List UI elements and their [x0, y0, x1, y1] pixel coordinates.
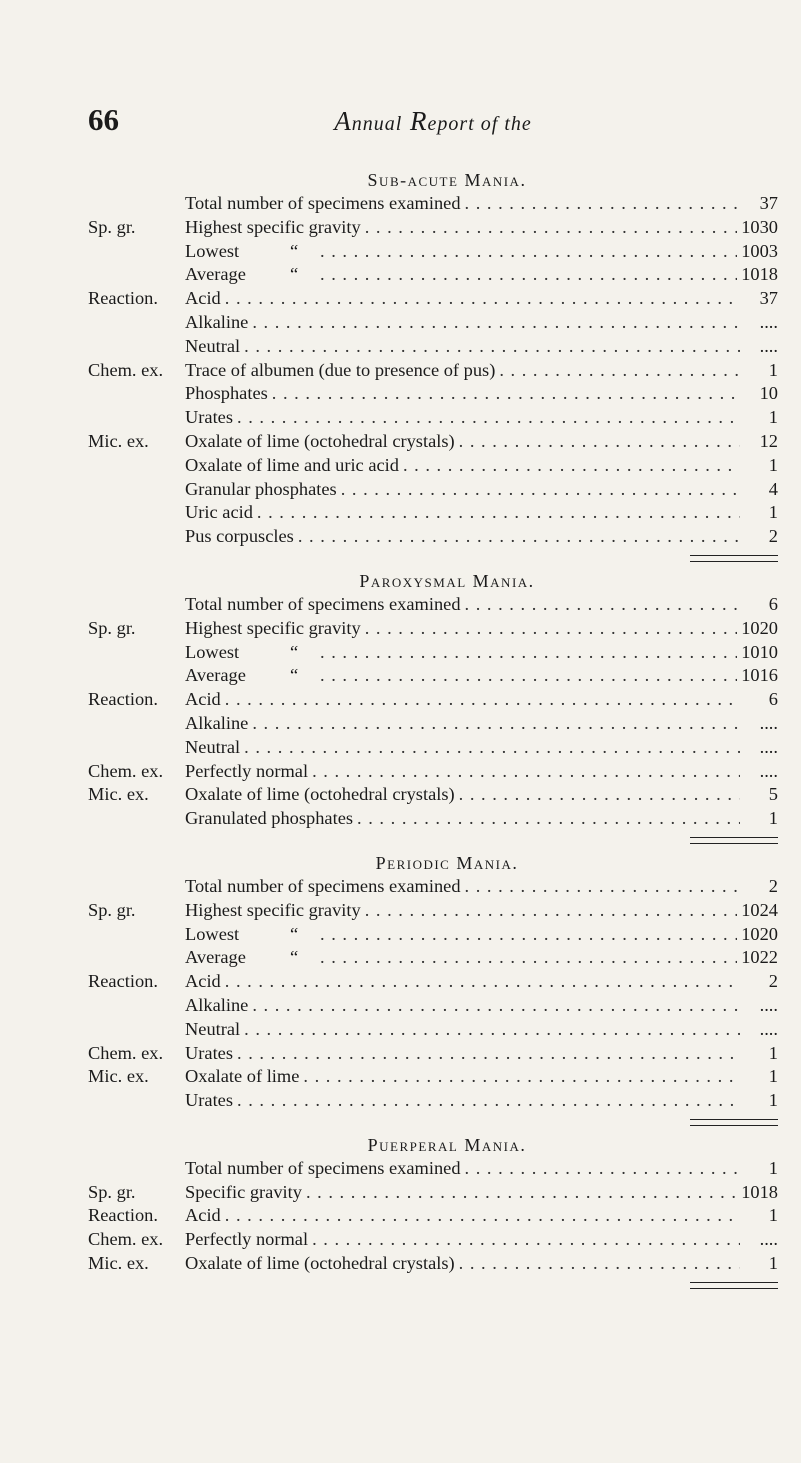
row-label: Oxalate of lime (octohedral crystals)	[185, 784, 455, 805]
leader-dots	[365, 617, 738, 641]
table-row	[88, 1089, 778, 1113]
table-row	[88, 641, 778, 665]
row-category: Mic. ex.	[88, 1066, 149, 1087]
row-value: 1	[768, 407, 778, 428]
row-category: Chem. ex.	[88, 1042, 164, 1063]
row-value: 1	[768, 1090, 778, 1111]
row-category: Sp. gr.	[88, 617, 136, 638]
leader-dots	[320, 664, 737, 688]
row-value: 12	[759, 430, 778, 451]
table-row	[88, 994, 778, 1018]
row-label: Pus corpuscles	[185, 526, 294, 547]
page-number: 66	[88, 102, 119, 137]
row-value: 1	[768, 1253, 778, 1274]
row-value: ....	[759, 760, 778, 781]
table-row	[88, 478, 778, 502]
leader-dots	[312, 1228, 740, 1252]
table-row	[88, 430, 778, 454]
row-label: Granulated phosphates	[185, 808, 354, 829]
leader-dots	[365, 216, 738, 240]
row-label-text: Lowest	[185, 240, 240, 261]
leader-dots	[225, 1204, 740, 1228]
row-label: Granular phosphates	[185, 478, 337, 499]
row-category: Mic. ex.	[88, 784, 149, 805]
row-label: Perfectly normal	[185, 1229, 309, 1250]
leader-dots	[499, 359, 740, 383]
row-label-text: Average	[185, 947, 246, 968]
row-label: Trace of albumen (due to presence of pus)	[185, 359, 496, 380]
table-row	[88, 1042, 778, 1066]
row-value: 1	[768, 1042, 778, 1063]
leader-dots	[365, 899, 738, 923]
row-category: Reaction.	[88, 971, 158, 992]
table-row	[88, 664, 778, 688]
leader-dots	[257, 501, 740, 525]
leader-dots	[459, 783, 740, 807]
row-value: 1020	[741, 617, 778, 638]
table-row	[88, 454, 778, 478]
table-row	[88, 1204, 778, 1228]
row-value: 2	[768, 875, 778, 896]
row-label: Urates	[185, 1090, 233, 1111]
leader-dots	[341, 478, 740, 502]
row-category: Reaction.	[88, 689, 158, 710]
row-label: Oxalate of lime	[185, 1066, 300, 1087]
row-label: Total number of specimens examined	[185, 193, 461, 213]
ditto-mark: “	[290, 240, 299, 261]
leader-dots	[303, 1065, 740, 1089]
row-label: Total number of specimens examined	[185, 1157, 461, 1178]
row-label	[185, 240, 316, 264]
ditto-mark: “	[290, 923, 299, 944]
row-label: Neutral	[185, 1018, 241, 1039]
row-value: 1018	[741, 1181, 778, 1202]
table-row	[88, 1181, 778, 1205]
leader-dots	[465, 593, 740, 617]
table-row	[88, 216, 778, 240]
row-value: 1020	[741, 923, 778, 944]
row-label-text: Lowest	[185, 923, 240, 944]
row-label: Highest specific gravity	[185, 899, 361, 920]
row-label-text: Average	[185, 264, 246, 285]
double-rule	[690, 555, 778, 562]
row-label: Alkaline	[185, 712, 249, 733]
row-value: 1010	[741, 641, 778, 662]
table-row	[88, 359, 778, 383]
table-row	[88, 192, 778, 216]
row-category: Sp. gr.	[88, 899, 136, 920]
leader-dots	[298, 525, 740, 549]
table-row	[88, 760, 778, 784]
leader-dots	[312, 760, 740, 784]
leader-dots	[465, 875, 740, 899]
table-row	[88, 688, 778, 712]
leader-dots	[244, 736, 740, 760]
leader-dots	[272, 382, 740, 406]
section-title: Periodic Mania.	[375, 852, 519, 873]
row-label: Alkaline	[185, 994, 249, 1015]
table-row	[88, 617, 778, 641]
row-label: Oxalate of lime (octohedral crystals)	[185, 430, 455, 451]
row-label-text: Average	[185, 665, 246, 686]
table-row	[88, 1018, 778, 1042]
section-title: Puerperal Mania.	[367, 1134, 527, 1155]
leader-dots	[403, 454, 740, 478]
row-category: Chem. ex.	[88, 1229, 164, 1250]
section-title: Paroxysmal Mania.	[359, 570, 535, 591]
row-value: ....	[759, 1018, 778, 1039]
leader-dots	[244, 335, 740, 359]
row-value: 1016	[741, 665, 778, 686]
leader-dots	[459, 1252, 740, 1276]
row-value: 1022	[741, 947, 778, 968]
leader-dots	[252, 994, 740, 1018]
leader-dots	[225, 688, 740, 712]
row-label: Oxalate of lime (octohedral crystals)	[185, 1253, 455, 1274]
table-row	[88, 970, 778, 994]
page-header	[88, 104, 778, 140]
table-row	[88, 525, 778, 549]
row-value: 1018	[741, 264, 778, 285]
row-label	[185, 923, 316, 947]
row-label: Acid	[185, 1205, 221, 1226]
leader-dots	[320, 263, 737, 287]
row-label	[185, 263, 316, 287]
row-value: 1003	[741, 240, 778, 261]
row-value: ....	[759, 335, 778, 356]
row-value: 1	[768, 454, 778, 475]
double-rule	[690, 837, 778, 844]
table-row	[88, 501, 778, 525]
table-row	[88, 736, 778, 760]
row-label: Highest specific gravity	[185, 617, 361, 638]
ditto-mark: “	[290, 947, 299, 968]
table-row	[88, 287, 778, 311]
leader-dots	[320, 923, 737, 947]
row-value: 4	[768, 478, 778, 499]
row-category: Mic. ex.	[88, 430, 149, 451]
ditto-mark: “	[290, 665, 299, 686]
row-category: Sp. gr.	[88, 1181, 136, 1202]
double-rule	[690, 1119, 778, 1126]
row-value: 6	[768, 689, 778, 710]
row-category: Chem. ex.	[88, 359, 164, 380]
row-value: 5	[768, 784, 778, 805]
row-value: ....	[759, 712, 778, 733]
double-rule	[690, 1282, 778, 1289]
leader-dots	[237, 406, 740, 430]
leader-dots	[306, 1181, 737, 1205]
row-value: 1	[768, 502, 778, 523]
row-label: Alkaline	[185, 311, 249, 332]
leader-dots	[465, 192, 740, 216]
table-row	[88, 382, 778, 406]
table-row	[88, 263, 778, 287]
row-label	[185, 641, 316, 665]
row-value: ....	[759, 736, 778, 757]
leader-dots	[237, 1042, 740, 1066]
table-row	[88, 946, 778, 970]
row-category: Mic. ex.	[88, 1253, 149, 1274]
ditto-mark: “	[290, 641, 299, 662]
leader-dots	[244, 1018, 740, 1042]
row-label	[185, 946, 316, 970]
row-label: Acid	[185, 288, 221, 309]
row-value: 1	[768, 1157, 778, 1178]
table-row	[88, 899, 778, 923]
leader-dots	[320, 946, 737, 970]
leader-dots	[465, 1157, 740, 1181]
leader-dots	[237, 1089, 740, 1113]
row-label: Acid	[185, 689, 221, 710]
table-row	[88, 875, 778, 899]
row-label-text: Lowest	[185, 641, 240, 662]
row-category: Reaction.	[88, 288, 158, 309]
report-body	[88, 169, 778, 1297]
table-row	[88, 923, 778, 947]
row-value: ....	[759, 311, 778, 332]
table-row	[88, 1252, 778, 1276]
row-value: 1	[768, 359, 778, 380]
row-value: 37	[759, 288, 778, 309]
row-value: 1	[768, 1066, 778, 1087]
row-label: Total number of specimens examined	[185, 593, 461, 614]
row-value: 2	[768, 971, 778, 992]
row-value: ....	[759, 1229, 778, 1250]
table-row	[88, 783, 778, 807]
ditto-mark: “	[290, 264, 299, 285]
row-value: 37	[759, 193, 778, 213]
row-label: Total number of specimens examined	[185, 875, 461, 896]
row-value: 10	[759, 383, 778, 404]
table-row	[88, 1157, 778, 1181]
table-row	[88, 311, 778, 335]
running-head: Annual Report of the	[334, 106, 532, 136]
table-row	[88, 406, 778, 430]
table-row	[88, 240, 778, 264]
row-value: 1024	[741, 899, 778, 920]
table-row	[88, 593, 778, 617]
row-value: ....	[759, 994, 778, 1015]
row-label: Neutral	[185, 736, 241, 757]
row-label: Uric acid	[185, 502, 253, 523]
row-label	[185, 664, 316, 688]
leader-dots	[225, 970, 740, 994]
row-category: Sp. gr.	[88, 216, 136, 237]
leader-dots	[357, 807, 740, 831]
row-label: Perfectly normal	[185, 760, 309, 781]
table-row	[88, 712, 778, 736]
row-label: Acid	[185, 971, 221, 992]
row-category: Chem. ex.	[88, 760, 164, 781]
row-value: 1	[768, 1205, 778, 1226]
row-value: 1	[768, 808, 778, 829]
table-row	[88, 1065, 778, 1089]
leader-dots	[252, 311, 740, 335]
row-label: Urates	[185, 1042, 233, 1063]
leader-dots	[459, 430, 740, 454]
row-value: 2	[768, 526, 778, 547]
row-category: Reaction.	[88, 1205, 158, 1226]
row-label: Highest specific gravity	[185, 216, 361, 237]
row-value: 1030	[741, 216, 778, 237]
table-row	[88, 335, 778, 359]
leader-dots	[320, 641, 737, 665]
table-row	[88, 807, 778, 831]
row-value: 6	[768, 593, 778, 614]
leader-dots	[225, 287, 740, 311]
row-label: Phosphates	[185, 383, 268, 404]
leader-dots	[320, 240, 737, 264]
row-label: Urates	[185, 407, 233, 428]
row-label: Neutral	[185, 335, 241, 356]
section-title: Sub-acute Mania.	[367, 170, 527, 190]
table-row	[88, 1228, 778, 1252]
row-label: Specific gravity	[185, 1181, 302, 1202]
row-label: Oxalate of lime and uric acid	[185, 454, 399, 475]
leader-dots	[252, 712, 740, 736]
